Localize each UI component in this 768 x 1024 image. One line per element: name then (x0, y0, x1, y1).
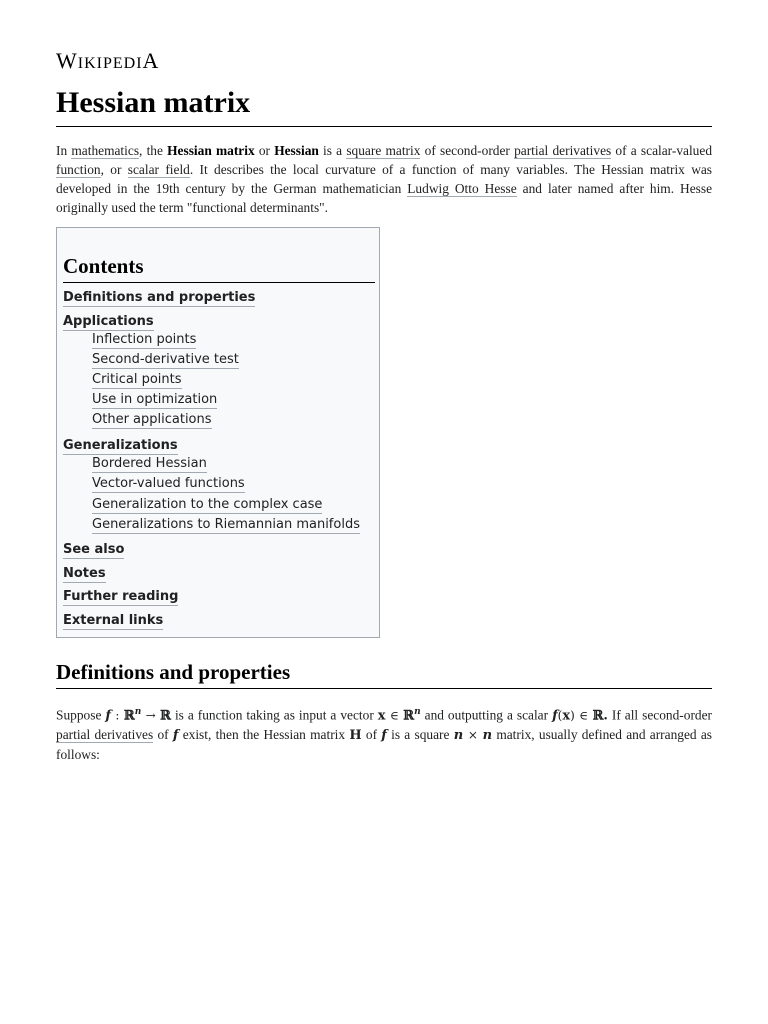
section-heading-definitions: Definitions and properties (56, 658, 712, 689)
toc-item-other-applications[interactable]: Other applications (92, 412, 212, 427)
toc-item-inflection-points[interactable]: Inflection points (92, 332, 197, 347)
toc-item-external-links[interactable]: External links (63, 613, 164, 628)
body-text: is a function taking as input a vector (170, 707, 378, 723)
math-paren: ) (570, 708, 575, 723)
toc-title: Contents (63, 252, 375, 283)
body-text: matrix, usually defined and arranged as follows: (56, 727, 713, 763)
link-partial-derivatives-2[interactable]: partial derivatives (56, 727, 154, 743)
body-text: exist, then the Hessian matrix (178, 727, 350, 743)
toc-item-riemannian-manifolds[interactable]: Generalizations to Riemannian manifolds (92, 517, 360, 532)
math-n: n (482, 728, 493, 744)
lead-text: . It describes the local curvature of a function of many variables. The Hessian matrix was developed in the 19th century by the German mathematician (56, 162, 713, 196)
toc-item-second-derivative-test[interactable]: Second-derivative test (92, 352, 239, 367)
math-in: ∈ (574, 708, 593, 723)
body-text: is a square (386, 727, 454, 743)
wordmark-initial: W (56, 48, 78, 73)
toc-item-vector-valued-functions[interactable]: Vector-valued functions (92, 476, 245, 491)
math-times: × (463, 728, 483, 743)
math-reals: ℝ (592, 708, 604, 724)
lead-paragraph (56, 141, 712, 217)
body-text: of (361, 727, 382, 743)
math-paren: ( (557, 708, 563, 723)
math-H: H (349, 728, 362, 744)
link-scalar-field[interactable]: scalar field (127, 162, 190, 177)
toc-item-complex-case[interactable]: Generalization to the complex case (92, 497, 323, 512)
math-f: f (552, 708, 558, 724)
math-n: n (134, 707, 142, 717)
toc-item-critical-points[interactable]: Critical points (92, 372, 182, 387)
link-partial-derivatives[interactable]: partial derivatives (514, 143, 612, 158)
math-in: ∈ (385, 708, 404, 723)
wordmark-middle: IKIPEDI (77, 55, 143, 72)
body-text: and outputting a scalar (420, 707, 553, 723)
wikipedia-logo[interactable] (56, 48, 159, 74)
math-f: f (172, 728, 179, 744)
math-reals: ℝ (403, 708, 415, 724)
math-reals: ℝ (160, 708, 171, 724)
link-square-matrix[interactable]: square matrix (346, 143, 421, 158)
body-text: Suppose (56, 707, 106, 723)
math-reals: ℝ (123, 708, 135, 724)
lead-text: , or (100, 162, 128, 177)
math-x: x (377, 708, 386, 724)
lead-text: and later named after him. Hesse originally used the term "functional determinants". (56, 181, 713, 215)
toc-item-see-also[interactable]: See also (63, 542, 125, 557)
toc-item-use-in-optimization[interactable]: Use in optimization (92, 392, 218, 407)
math-f: f (381, 728, 387, 744)
wordmark-final: A (142, 48, 160, 73)
math-f: f (105, 708, 111, 724)
lead-text: , the (139, 143, 168, 158)
definitions-paragraph (56, 703, 712, 764)
lead-text: of a scalar-valued (611, 143, 713, 158)
body-text: of (153, 727, 173, 743)
page-title: Hessian matrix (56, 82, 712, 127)
math-period: . (603, 708, 608, 724)
toc-item-further-reading[interactable]: Further reading (63, 589, 179, 604)
toc-item-applications[interactable]: Applications (63, 314, 154, 329)
lead-text: In (56, 143, 72, 158)
math-n: n (414, 707, 421, 717)
toc-item-notes[interactable]: Notes (63, 566, 106, 581)
link-mathematics[interactable]: mathematics (71, 143, 140, 158)
lead-text: is a (318, 143, 347, 158)
link-function[interactable]: function (56, 162, 101, 177)
lead-bold-term: Hessian (274, 143, 319, 158)
lead-text: or (254, 143, 275, 158)
lead-bold-term: Hessian matrix (167, 143, 255, 158)
table-of-contents (56, 227, 380, 638)
lead-text: of second-order (420, 143, 515, 158)
math-x: x (562, 708, 571, 724)
toc-item-definitions-and-properties[interactable]: Definitions and properties (63, 290, 256, 305)
math-colon: : (110, 708, 124, 723)
body-text: If all second-order (607, 707, 713, 723)
math-arrow: → (141, 708, 161, 723)
link-ludwig-otto-hesse[interactable]: Ludwig Otto Hesse (407, 181, 517, 196)
math-n: n (453, 728, 464, 744)
toc-item-bordered-hessian[interactable]: Bordered Hessian (92, 456, 207, 471)
toc-item-generalizations[interactable]: Generalizations (63, 438, 178, 453)
